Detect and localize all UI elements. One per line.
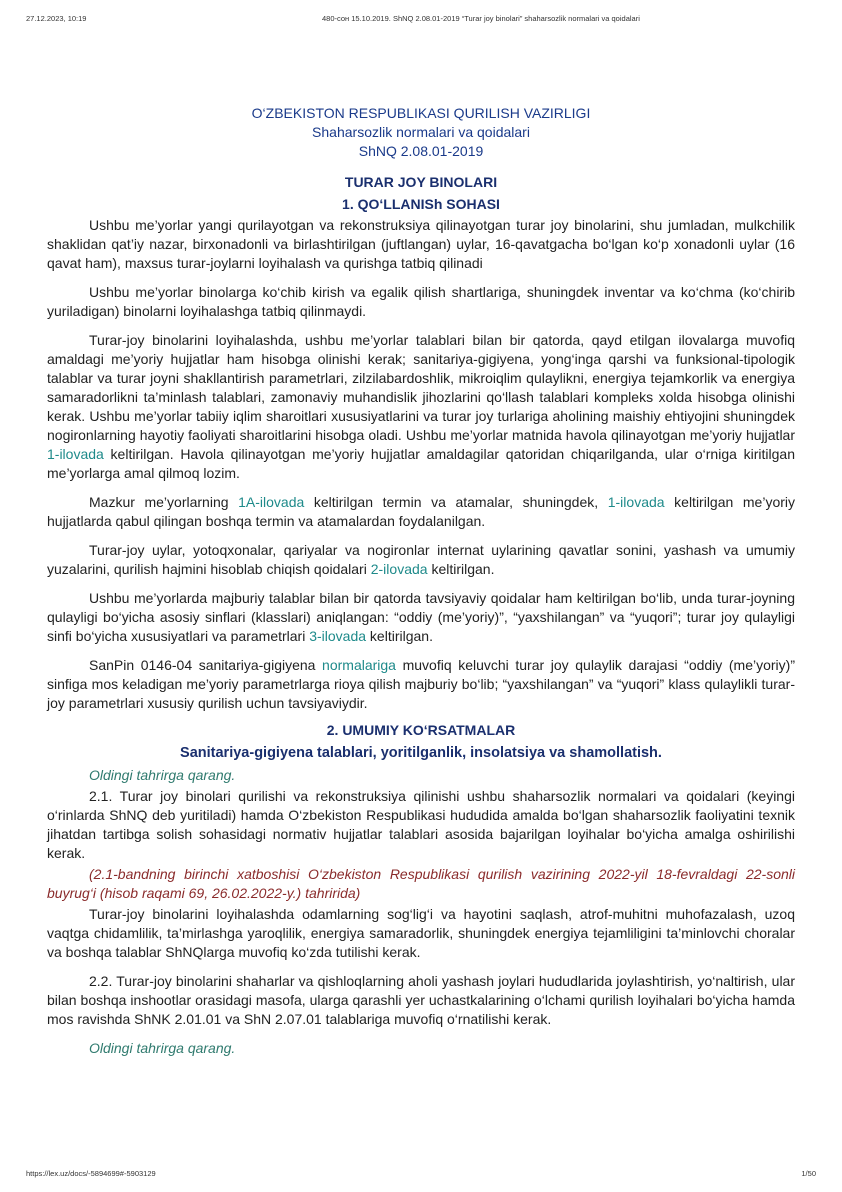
paragraph: Ushbu me’yorlar binolarga ko‘chib kirish va egalik qilish shartlariga, shuningdek inventar va ko‘chma (ko‘chirib yuriladigan) binolarni loyihalashga tatbiq qilinmaydi. — [47, 284, 795, 319]
sanpin-norms-link[interactable]: normalariga — [322, 657, 396, 673]
page-number: 1/50 — [801, 1169, 816, 1178]
previous-edition-link[interactable]: Oldingi tahrirga qarang. — [89, 767, 236, 783]
annex-2-link[interactable]: 2-ilovada — [370, 561, 428, 577]
annex-1-link[interactable]: 1-ilovada — [47, 446, 104, 462]
document-code: ShNQ 2.08.01-2019 — [358, 143, 484, 159]
ministry-name: O‘ZBEKISTON RESPUBLIKASI QURILISH VAZIRLIGI — [251, 105, 591, 121]
paragraph: Mazkur me’yorlarning 1A-ilovada keltirilgan termin va atamalar, shuningdek, 1-ilovada keltirilgan me’yoriy hujjatlarda qabul qilingan boshqa termin va atamalardan foydalanilgan. — [47, 494, 795, 529]
section-1-heading: 1. QO‘LLANISh SOHASI — [342, 196, 500, 212]
paragraph: 2.2. Turar-joy binolarini shaharlar va qishloqlarning aholi yashash joylari hududlarida joylashtirish, yo‘naltirish, ular bilan boshqa inshootlar orasidagi masofa, ularga qarashli yer uchastkalarining o‘lchami qurilish loyihalari bo‘yicha hamda mos ravishda ShNK 2.01.01 va ShN 2.07.01 talablariga muvofiq o‘rnatilishi kerak. — [47, 973, 795, 1027]
paragraph: Ushbu me’yorlarda majburiy talablar bilan bir qatorda tavsiyaviy qoidalar ham keltirilgan bo‘lib, unda turar-joyning qulayligi bo‘yicha asosiy sinflari (klasslari) aniqlangan: “oddiy (me’yoriy)”, “yaxshilangan” va “yuqori”; turar joy qulayligi sinfi bo‘yicha xususiyatlari va parametrlari 3-ilovada keltirilgan. — [47, 590, 795, 644]
document-body — [47, 104, 795, 1060]
paragraph: SanPin 0146-04 sanitariya-gigiyena normalariga muvofiq keluvchi turar joy qulaylik darajasi “oddiy (me’yoriy)” sinfiga mos keladigan me’yoriy parametrlarga rioya qilish majburiy bo‘lib; “yaxshilangan” va “yuqori” klass qulaylikli turar-joy parametrlari xususiy qurilish uchun tavsiyaviydir. — [47, 657, 795, 711]
section-2-heading: 2. UMUMIY KO‘RSATMALAR — [326, 722, 516, 738]
print-date: 27.12.2023, 10:19 — [26, 14, 87, 23]
print-url: https://lex.uz/docs/-5894699#-5903129 — [26, 1169, 156, 1178]
document-type: Shaharsozlik normalari va qoidalari — [312, 124, 530, 140]
previous-edition-link[interactable]: Oldingi tahrirga qarang. — [89, 1040, 236, 1056]
annex-1a-link[interactable]: 1A-ilovada — [238, 494, 305, 510]
section-2-subheading: Sanitariya-gigiyena talablari, yoritilganlik, insolatsiya va shamollatish. — [180, 745, 662, 761]
print-doc-title: 480-сон 15.10.2019. ShNQ 2.08.01-2019 “Turar joy binolari” shaharsozlik normalari va qoidalari — [322, 14, 640, 23]
paragraph: Turar-joy binolarini loyihalashda, ushbu me’yorlar talablari bilan bir qatorda, qayd etilgan ilovalarga muvofiq amaldagi me’yoriy hujjatlar ham hisobga olinishi kerak; sanitariya-gigiyena, yong‘inga qarshi va funksional-tipologik talablar va turar joyni shakllantirish parametrlari, zilzilabardoshlik, mikroiqlim qulaylikni, energiya tejamkorlik va energiya samaradorlikni ta’minlash talablari, zamonaviy muhandislik jihozlarini qo‘llash talablari kompleks xolda hisobga olinishi kerak. Ushbu me’yorlar tabiiy iqlim sharoitlari xususiyatlarini va turar joy turlariga aholining maishiy ehtiyojini shuningdek nogironlarning hayotiy faoliyati sharoitlarini hisobga oladi. Ushbu me’yorlar matnida havola qilinayotgan me’yoriy hujjatlar 1-ilovada keltirilgan. Havola qilinayotgan me’yoriy hujjatlar amaldagilar qatoridan chiqarilganda, ular o‘rniga kiritilgan me’yorlarga amal qilmoq lozim. — [47, 332, 795, 481]
paragraph: 2.1. Turar joy binolari qurilishi va rekonstruksiya qilinishi ushbu shaharsozlik normalari va qoidalari (keyingi o‘rinlarda ShNQ deb yuritiladi) hamda O‘zbekiston Respublikasi hududida amalda bo‘lgan shaharsozlik faoliyatini texnik jihatdan tartibga solish sohasidagi normativ hujjatlar talablari asosida bajarilgan loyihalar bo‘yicha amalga oshirilishi kerak. — [47, 788, 795, 861]
annex-3-link[interactable]: 3-ilovada — [309, 628, 367, 644]
amendment-note: (2.1-bandning birinchi xatboshisi O‘zbekiston Respublikasi qurilish vazirining 2022-yil 18-fevraldagi 22-sonli buyrug‘i (hisob raqami 69, 26.02.2022-y.) tahririda) — [47, 866, 795, 901]
paragraph: Ushbu me’yorlar yangi qurilayotgan va rekonstruksiya qilinayotgan turar joy binolarini, shu jumladan, mulkchilik shaklidan qat’iy nazar, birxonadonli va birlashtirilgan (juftlangan) uylar, 16-qavatgacha bo‘lgan ko‘p xonadonli uylar (16 qavat ham), maxsus turar-joylarni loyihalash va qurishga tatbiq qilinadi — [47, 217, 795, 271]
paragraph: Turar-joy uylar, yotoqxonalar, qariyalar va nogironlar internat uylarining qavatlar sonini, yashash va umumiy yuzalarini, qurilish hajmini hisoblab chiqish qoidalari 2-ilovada keltirilgan. — [47, 542, 795, 577]
document-title: TURAR JOY BINOLARI — [344, 174, 498, 190]
annex-1-link[interactable]: 1-ilovada — [607, 494, 665, 510]
paragraph: Turar-joy binolarini loyihalashda odamlarning sog‘lig‘i va hayotini saqlash, atrof-muhitni muhofazalash, uzoq vaqtga chidamlilik, ta’mirlashga yaroqlilik, energiya samaradorlik, shuningdek energiya tejamliligini ta’minlovchi choralar va boshqa talablar ShNQlarga muvofiq ko‘zda tutilishi kerak. — [47, 906, 795, 960]
